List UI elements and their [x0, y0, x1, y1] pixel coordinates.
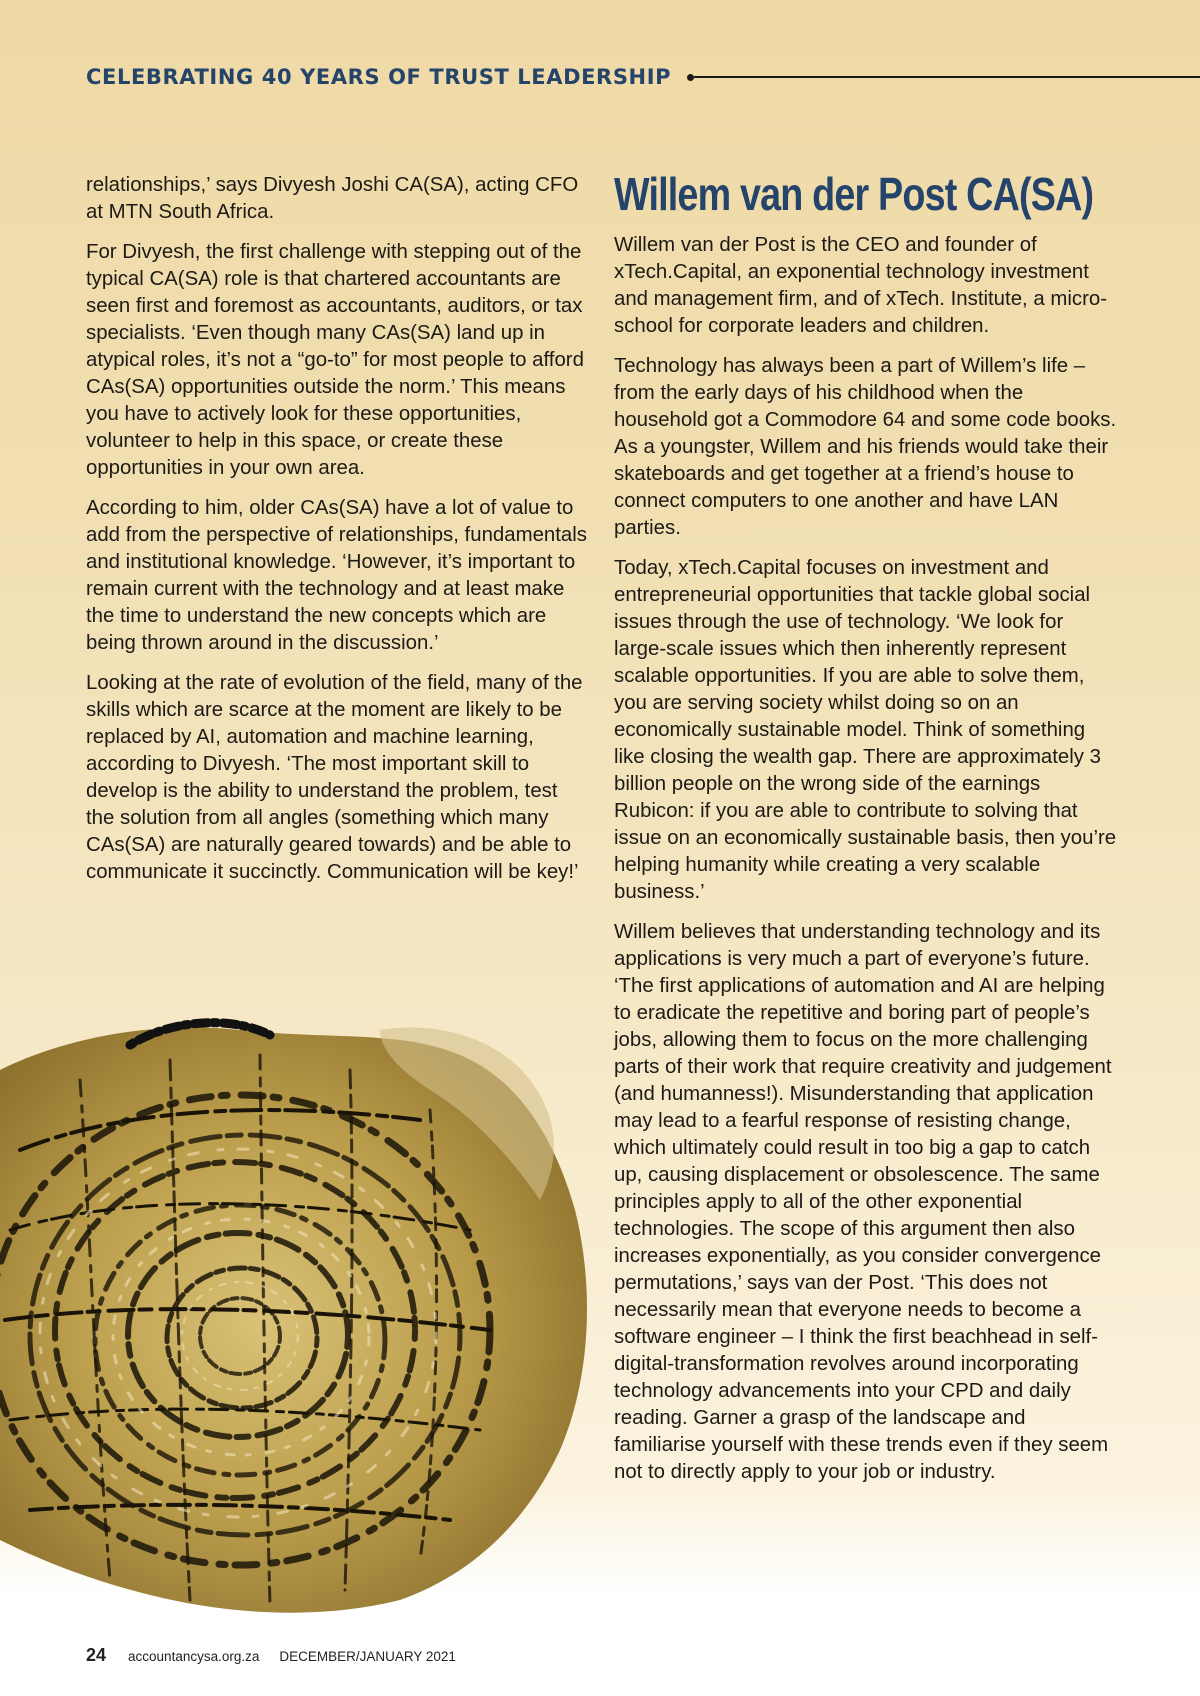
right-paragraph: Willem van der Post is the CEO and founder of xTech.Capital, an exponential technology investment and management firm, and of xTech. Institute, a micro-school for corporate leaders and children. [614, 234, 1107, 337]
website-link[interactable]: accountancysa.org.za [128, 1649, 260, 1664]
page-footer [86, 1645, 456, 1666]
woven-scribble-circle-illustration [0, 1000, 600, 1620]
header-rule [694, 76, 1200, 78]
right-paragraph: Technology has always been a part of Willem’s life – from the early days of his childhood when the household got a Commodore 64 and some code books. As a youngster, Willem and his friends would take their skateboards and get together at a friend’s house to connect computers to one another and have LAN parties. [614, 355, 1117, 539]
page-number: 24 [86, 1645, 107, 1665]
left-paragraph: Looking at the rate of evolution of the field, many of the skills which are scarce at the moment are likely to be replaced by AI, automation and machine learning, according to Divyesh. ‘The most important skill to develop is the ability to understand the problem, test the solution from all angles (something which many CAs(SA) are naturally geared towards) and be able to communicate it succinctly. Communication will be key!’ [86, 672, 583, 883]
section-header [86, 62, 1200, 92]
header-rule-dot [687, 74, 694, 81]
right-column [614, 168, 1119, 1499]
article-title: Willem van der Post CA(SA) [614, 168, 1094, 220]
section-header-title: CELEBRATING 40 YEARS OF TRUST LEADERSHIP [86, 65, 672, 89]
left-paragraph: relationships,’ says Divyesh Joshi CA(SA), acting CFO at MTN South Africa. [86, 174, 579, 223]
right-paragraph: Today, xTech.Capital focuses on investment and entrepreneurial opportunities that tackle global social issues through the use of technology. ‘We look for large-scale issues which then inherently represent scalable opportunities. If you are able to solve them, you are serving society whilst doing so on an economically sustainable model. Think of something like closing the wealth gap. There are approximately 3 billion people on the wrong side of the earnings Rubicon: if you are able to contribute to solving that issue on an economically sustainable basis, then you’re helping humanity while creating a very scalable business.’ [614, 557, 1117, 903]
left-column [86, 172, 591, 899]
right-paragraph: Willem believes that understanding technology and its applications is very much a part of everyone’s future. ‘The first applications of automation and AI are helping to eradicate the repetitive and boring part of people’s jobs, allowing them to focus on the more challenging parts of their work that require creativity and judgement (and humanness!). Misunderstanding that application may lead to a fearful response of resisting change, which ultimately could result in too big a gap to catch up, causing displacement or obsolescence. The same principles apply to all of the other exponential technologies. The scope of this argument then also increases exponentially, as you consider convergence permutations,’ says van der Post. ‘This does not necessarily mean that everyone needs to become a software engineer – I think the first beachhead in self-digital-transformation revolves around incorporating technology advancements into your CPD and daily reading. Garner a grasp of the landscape and familiarise yourself with these trends even if they seem not to directly apply to your job or industry. [614, 921, 1112, 1483]
left-paragraph: According to him, older CAs(SA) have a lot of value to add from the perspective of relationships, fundamentals and institutional knowledge. ‘However, it’s important to remain current with the technology and at least make the time to understand the new concepts which are being thrown around in the discussion.’ [86, 497, 587, 654]
issue-date: DECEMBER/JANUARY 2021 [279, 1649, 456, 1664]
left-paragraph: For Divyesh, the first challenge with stepping out of the typical CA(SA) role is that chartered accountants are seen first and foremost as accountants, auditors, or tax specialists. ‘Even though many CAs(SA) land up in atypical roles, it’s not a “go-to” for most people to afford CAs(SA) opportunities outside the norm.’ This means you have to actively look for these opportunities, volunteer to help in this space, or create these opportunities in your own area. [86, 241, 584, 479]
